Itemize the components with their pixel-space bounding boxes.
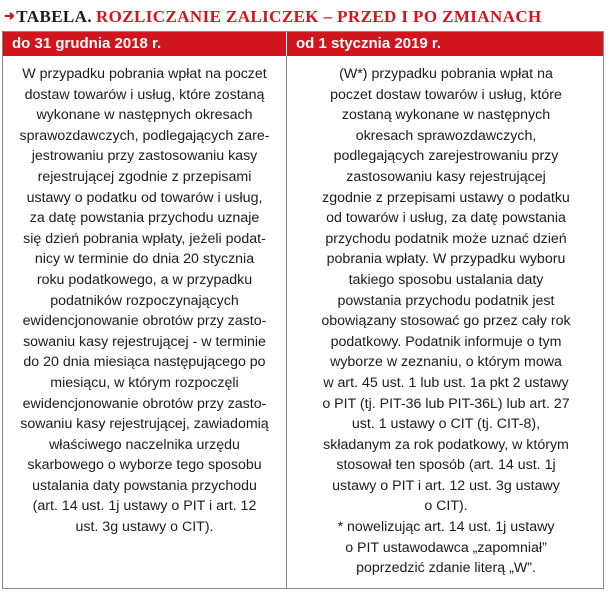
- text-line: od towarów i usług, za datę powstania: [326, 210, 566, 227]
- arrow-right-icon: ➜: [4, 8, 16, 23]
- cell-before-2019: [3, 64, 286, 538]
- text-line: rejestrującej zgodnie z przepisami: [37, 168, 252, 185]
- caption-label: TABELA.: [16, 7, 92, 26]
- text-line: ustalania daty powstania przychodu: [32, 477, 257, 494]
- text-line: (W*) przypadku pobrania wpłat na: [339, 66, 553, 82]
- text-line: o PIT (tj. PIT-36 lub PIT-36L) lub art. 27: [322, 395, 570, 412]
- text-line: ewidencjonowanie obrotów przy zasto-: [22, 395, 267, 412]
- text-line: zgodnie z przepisami ustawy o podatku: [322, 189, 570, 206]
- text-line: obowiązany stosować go przez cały rok: [321, 313, 571, 330]
- text-line: o PIT ustawodawca „zapomniał”: [345, 539, 547, 556]
- text-line: ewidencjonowanie obrotów przy zasto-: [22, 313, 267, 330]
- text-line: do 20 dnia miesiąca następującego po: [23, 354, 266, 371]
- text-line: dostaw towarów i usług, które zostaną: [24, 86, 265, 103]
- text-line: wyborze w zeznaniu, o którym mowa: [330, 354, 562, 371]
- text-line: nicy w terminie do dnia 20 stycznia: [34, 251, 255, 268]
- text-line: W przypadku pobrania wpłat na poczet: [22, 66, 267, 82]
- caption-title: ROZLICZANIE ZALICZEK – PRZED I PO ZMIANACH: [96, 7, 542, 26]
- text-line: wykonane w następnych okresach: [36, 107, 253, 124]
- text-line: podatkowy. Podatnik informuje o tym: [330, 333, 562, 350]
- text-line: roku podatkowego, a w przypadku: [36, 271, 253, 288]
- text-line: składanym za rok podatkowy, w którym: [323, 436, 569, 453]
- text-line: okresach sprawozdawczych,: [355, 127, 537, 144]
- text-line: podlegających zarejestrowaniu przy: [333, 148, 559, 165]
- text-line: za datę powstania przychodu uznaje: [29, 210, 260, 227]
- text-line: poczet dostaw towarów i usług, które: [330, 86, 562, 103]
- text-line: ust. 3g ustawy o CIT).: [75, 519, 214, 536]
- header-from-2019: od 1 stycznia 2019 r.: [286, 32, 603, 56]
- text-line: takiego sposobu ustalania daty: [348, 271, 544, 288]
- text-line: miesiącu, w którym rozpoczęli: [50, 374, 239, 391]
- text-line: przychodu podatnik może uznać dzień: [325, 230, 567, 247]
- text-line: się dzień pobrania wpłaty, jeżeli podat-: [23, 230, 266, 247]
- text-line: w art. 45 ust. 1 lub ust. 1a pkt 2 ustawy: [323, 374, 569, 391]
- text-line: zostaną wykonane w następnych: [341, 107, 551, 124]
- text-line: powstania przychodu podatnik jest: [337, 292, 555, 309]
- text-line: zastosowaniu kasy rejestrującej: [346, 168, 546, 185]
- text-line: ustawy o PIT i art. 12 ust. 3g ustawy: [332, 477, 560, 494]
- text-line: poprzedzić zdanie literą „W”.: [356, 560, 536, 577]
- comparison-table: [2, 31, 604, 589]
- text-line: ust. 1 ustawy o CIT (tj. CIT-8),: [351, 416, 541, 433]
- header-before-2019: do 31 grudnia 2018 r.: [12, 35, 162, 52]
- text-line: (art. 14 ust. 1j ustawy o PIT i art. 12: [32, 498, 257, 515]
- cell-from-2019: [287, 64, 605, 579]
- text-line: stosował ten sposób (art. 14 ust. 1j: [336, 457, 556, 474]
- text-line: właściwego naczelnika urzędu: [49, 436, 240, 453]
- text-line: sprawozdawczych, podlegających zare-: [19, 127, 270, 144]
- table-caption: [4, 6, 610, 28]
- text-line: sowaniu kasy rejestrującej, zawiadomią: [20, 416, 269, 433]
- text-line: jestrowaniu przy zastosowaniu kasy: [31, 148, 258, 165]
- text-line: ustawy o podatku od towarów i usług,: [26, 189, 263, 206]
- text-line: o CIT).: [424, 498, 468, 515]
- text-line: sowaniu kasy rejestrującej - w terminie: [23, 333, 266, 350]
- text-line: podatników rozpoczynających: [50, 292, 239, 309]
- text-line: * nowelizując art. 14 ust. 1j ustawy: [337, 519, 555, 536]
- table-header-row: [3, 32, 603, 56]
- text-line: pobrania wpłaty. W przypadku wyboru: [326, 251, 566, 268]
- text-line: skarbowego o wyborze tego sposobu: [27, 457, 262, 474]
